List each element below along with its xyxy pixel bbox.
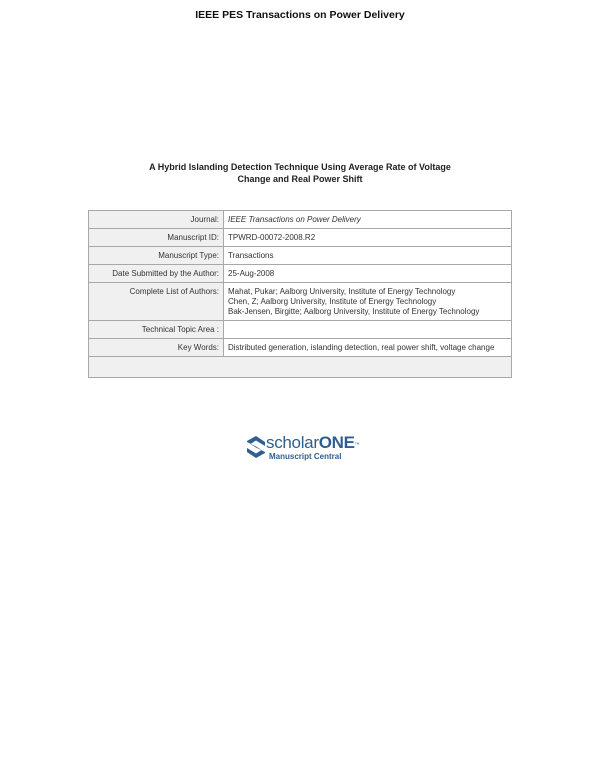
topic-area-value bbox=[224, 321, 512, 339]
table-row bbox=[89, 247, 512, 265]
paper-title bbox=[100, 161, 500, 185]
journal-value: IEEE Transactions on Power Delivery bbox=[224, 211, 512, 229]
manuscript-id-value: TPWRD-00072-2008.R2 bbox=[224, 229, 512, 247]
author-entry: Bak-Jensen, Birgitte; Aalborg University, Institute of Energy Technology bbox=[228, 307, 480, 316]
date-submitted-value: 25-Aug-2008 bbox=[224, 265, 512, 283]
journal-label: Journal: bbox=[89, 211, 224, 229]
author-entry: Mahat, Pukar; Aalborg University, Institute of Energy Technology bbox=[228, 287, 456, 296]
table-row-empty bbox=[89, 357, 512, 378]
manuscript-type-value: Transactions bbox=[224, 247, 512, 265]
logo-brand-part2: ONE bbox=[318, 433, 355, 452]
keywords-label: Key Words: bbox=[89, 339, 224, 357]
scholarone-logo bbox=[246, 433, 358, 465]
logo-subtitle: Manuscript Central bbox=[269, 452, 342, 461]
authors-label: Complete List of Authors: bbox=[89, 283, 224, 321]
scholarone-s-icon bbox=[246, 435, 266, 459]
paper-title-line-2: Change and Real Power Shift bbox=[237, 174, 363, 184]
authors-value bbox=[224, 283, 512, 321]
table-row bbox=[89, 265, 512, 283]
table-row bbox=[89, 229, 512, 247]
logo-wordmark bbox=[266, 433, 359, 453]
paper-title-line-1: A Hybrid Islanding Detection Technique Using Average Rate of Voltage bbox=[149, 162, 451, 172]
manuscript-id-label: Manuscript ID: bbox=[89, 229, 224, 247]
empty-cell bbox=[89, 357, 512, 378]
table-row bbox=[89, 321, 512, 339]
trademark-symbol: ™ bbox=[354, 442, 360, 448]
manuscript-info-table bbox=[88, 210, 512, 378]
date-submitted-label: Date Submitted by the Author: bbox=[89, 265, 224, 283]
manuscript-type-label: Manuscript Type: bbox=[89, 247, 224, 265]
topic-area-label: Technical Topic Area : bbox=[89, 321, 224, 339]
journal-header: IEEE PES Transactions on Power Delivery bbox=[195, 9, 405, 21]
table-row bbox=[89, 211, 512, 229]
table-row bbox=[89, 339, 512, 357]
keywords-value: Distributed generation, islanding detection, real power shift, voltage change bbox=[224, 339, 512, 357]
author-entry: Chen, Z; Aalborg University, Institute of Energy Technology bbox=[228, 297, 437, 306]
table-row bbox=[89, 283, 512, 321]
logo-brand-part1: scholar bbox=[266, 433, 319, 452]
